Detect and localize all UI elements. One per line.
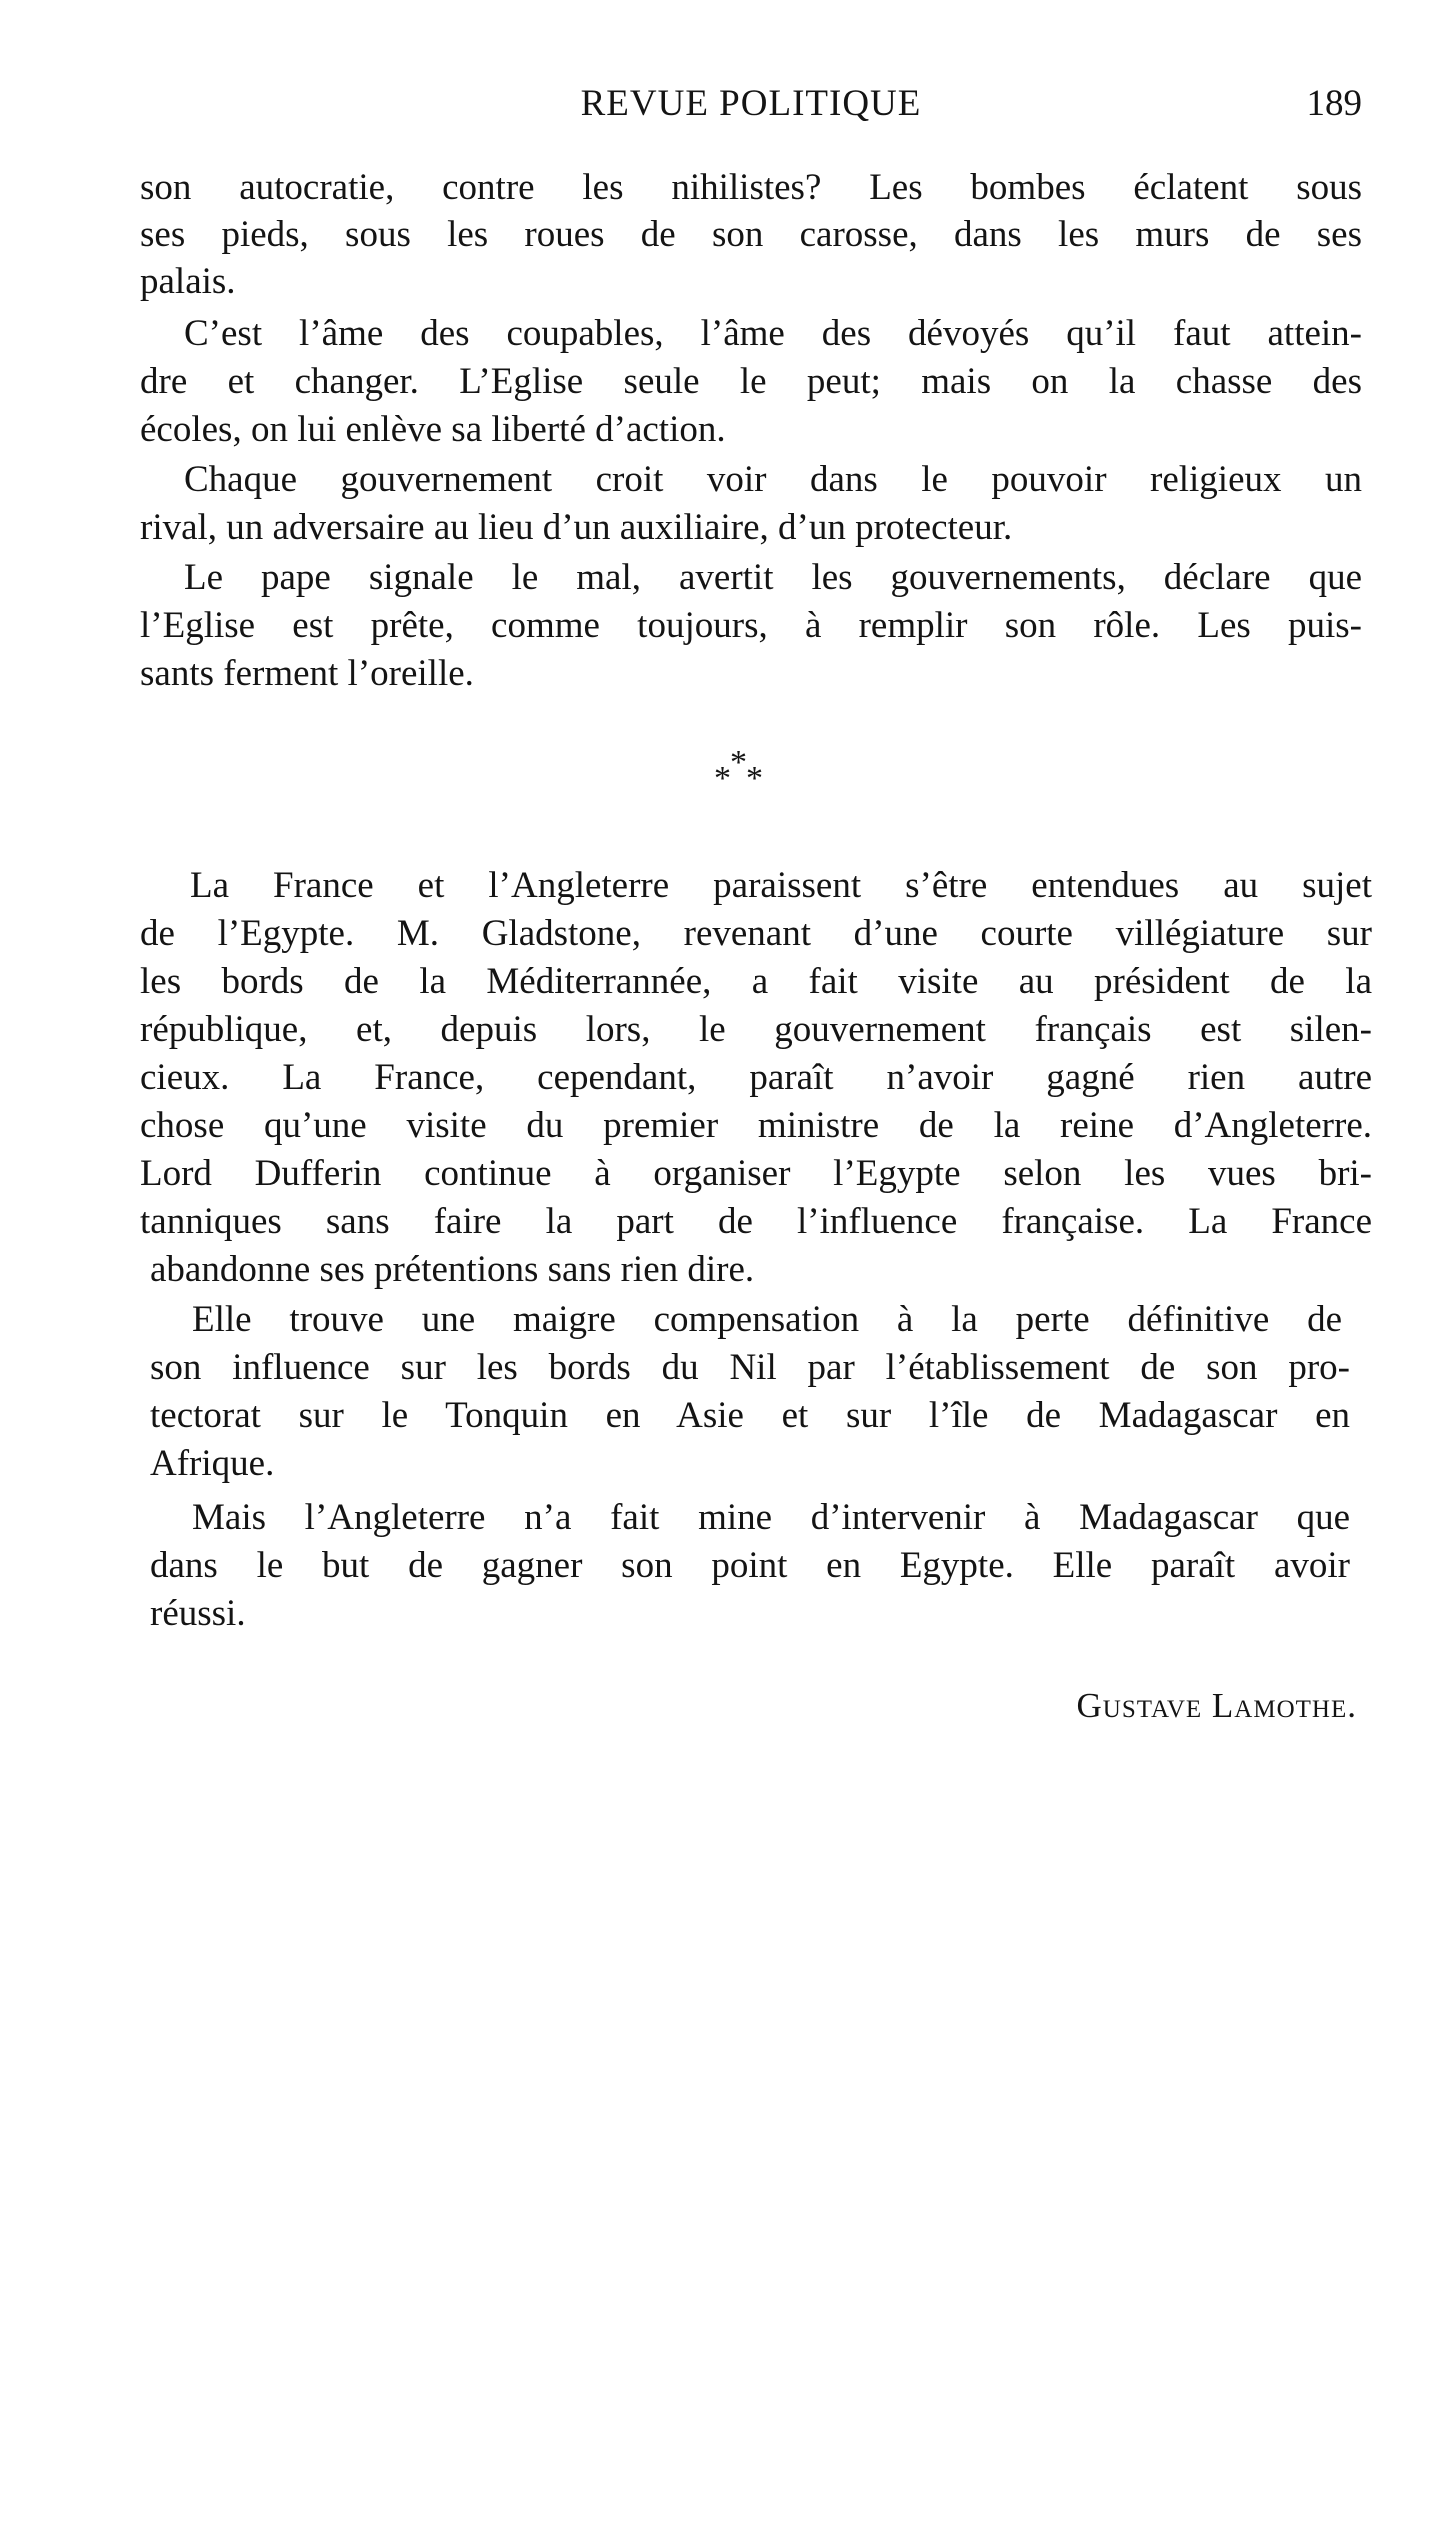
text-line: dans le but de gagner son point en Egypte. Elle paraît avoir <box>150 1545 1350 1586</box>
text-line: de l’Egypte. M. Gladstone, revenant d’une courte villégiature sur <box>140 913 1372 954</box>
text-line: l’Eglise est prête, comme toujours, à remplir son rôle. Les puis- <box>140 605 1362 646</box>
text-line: tectorat sur le Tonquin en Asie et sur l’île de Madagascar en <box>150 1395 1350 1436</box>
text-line: Afrique. <box>150 1443 275 1484</box>
section-separator <box>700 742 790 802</box>
text-line: dre et changer. L’Eglise seule le peut; mais on la chasse des <box>140 361 1362 402</box>
text-line: les bords de la Méditerrannée, a fait visite au président de la <box>140 961 1372 1002</box>
text-line: C’est l’âme des coupables, l’âme des dévoyés qu’il faut attein- <box>184 313 1362 354</box>
text-line: écoles, on lui enlève sa liberté d’action. <box>140 409 726 450</box>
text-line: réussi. <box>150 1593 246 1634</box>
text-line: cieux. La France, cependant, paraît n’avoir gagné rien autre <box>140 1057 1372 1098</box>
text-line: tanniques sans faire la part de l’influence française. La France <box>140 1201 1372 1242</box>
author-signature: Gustave Lamothe. <box>1076 1686 1357 1725</box>
text-line: Mais l’Angleterre n’a fait mine d’intervenir à Madagascar que <box>192 1497 1350 1538</box>
text-line: chose qu’une visite du premier ministre de la reine d’Angleterre. <box>140 1105 1372 1146</box>
text-line: rival, un adversaire au lieu d’un auxiliaire, d’un protecteur. <box>140 507 1013 548</box>
text-line: ses pieds, sous les roues de son carosse, dans les murs de ses <box>140 214 1362 255</box>
text-line: La France et l’Angleterre paraissent s’être entendues au sujet <box>190 865 1372 906</box>
text-line: son autocratie, contre les nihilistes? Les bombes éclatent sous <box>140 167 1362 208</box>
separator-star: * <box>714 760 731 797</box>
separator-star: * <box>746 760 763 797</box>
text-line: palais. <box>140 261 236 302</box>
text-line: Elle trouve une maigre compensation à la perte définitive de <box>192 1299 1342 1340</box>
text-line: Chaque gouvernement croit voir dans le pouvoir religieux un <box>184 459 1362 500</box>
text-line: Le pape signale le mal, avertit les gouvernements, déclare que <box>184 557 1362 598</box>
text-line: république, et, depuis lors, le gouvernement français est silen- <box>140 1009 1372 1050</box>
text-line: abandonne ses prétentions sans rien dire. <box>150 1249 755 1290</box>
page-header <box>140 82 1362 142</box>
page-number: 189 <box>1306 83 1362 124</box>
running-title: REVUE POLITIQUE <box>580 83 922 124</box>
text-line: son influence sur les bords du Nil par l’établissement de son pro- <box>150 1347 1350 1388</box>
text-line: sants ferment l’oreille. <box>140 653 474 694</box>
separator-star: * <box>730 744 747 781</box>
text-line: Lord Dufferin continue à organiser l’Egypte selon les vues bri- <box>140 1153 1372 1194</box>
